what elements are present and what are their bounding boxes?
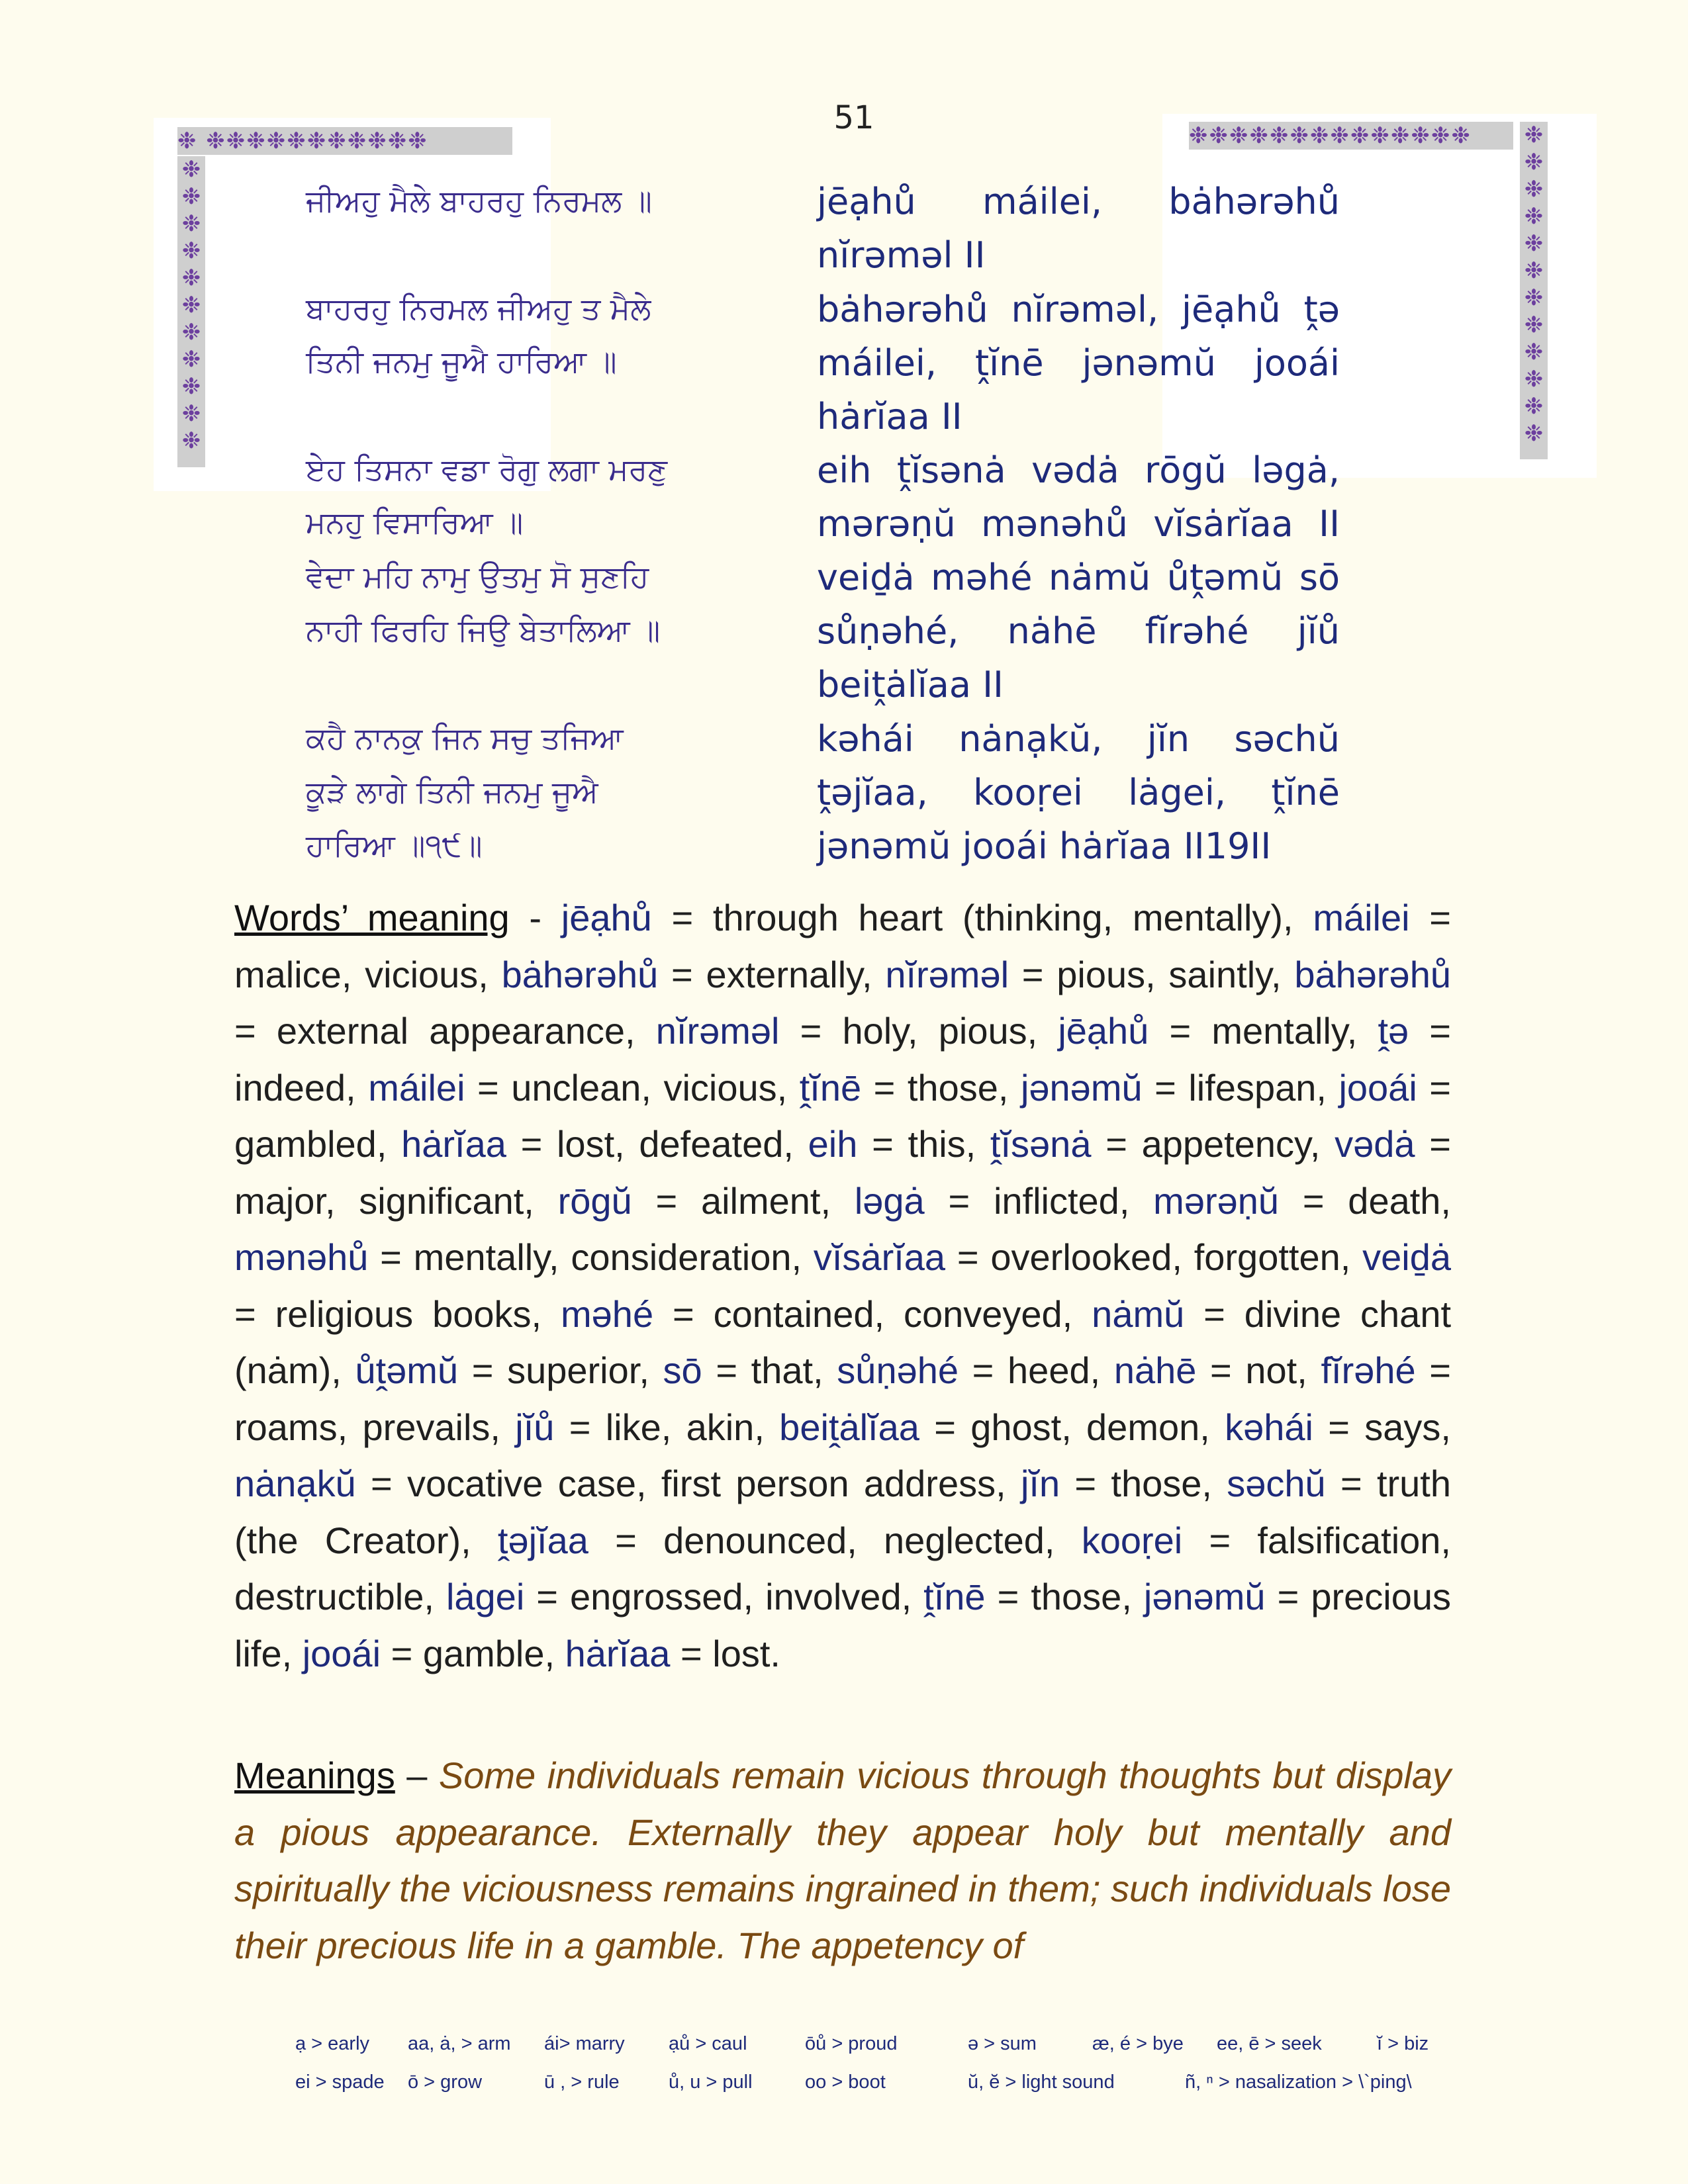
key-item: ee, ē > seek <box>1217 2033 1322 2054</box>
star-icon: ❉ <box>181 210 201 237</box>
glossary-term: mənəhů <box>234 1236 369 1278</box>
gurmukhi-line: ਹਾਰਿਆ ॥੧੯॥ <box>306 827 483 863</box>
meanings-paragraph <box>234 1747 1451 1974</box>
key-item: ĭ > biz <box>1377 2033 1429 2054</box>
glossary-term: veiḏȧ <box>1362 1236 1451 1278</box>
key-item: ō > grow <box>408 2071 483 2093</box>
key-item: ū , > rule <box>544 2071 620 2093</box>
star-icon: ❉ <box>1524 230 1544 257</box>
glossary-definition: = roams, prevails, <box>234 1349 1452 1448</box>
glossary-term: jĭn <box>1020 1463 1060 1504</box>
glossary-definition: = truth (the Creator), <box>234 1463 1452 1561</box>
page-number: 51 <box>833 99 874 136</box>
glossary-definition: = mentally, consideration, <box>368 1236 814 1278</box>
key-item: ōů > proud <box>805 2033 898 2054</box>
star-icon: ❉ <box>181 346 201 373</box>
glossary-term: beiṱȧlĭaa <box>779 1406 919 1448</box>
glossary-term: ṱəjĭaa <box>497 1519 588 1561</box>
glossary-definition: = those, <box>985 1576 1144 1617</box>
star-icon: ❉ <box>181 238 201 264</box>
star-icon: ❉ <box>1524 257 1544 284</box>
glossary-definition: = that, <box>702 1349 837 1391</box>
glossary-definition: = appetency, <box>1091 1123 1335 1165</box>
glossary-term: ṱĭnē <box>923 1576 986 1617</box>
glossary-definition: = religious books, <box>234 1293 561 1335</box>
key-item: ů, u > pull <box>669 2071 753 2093</box>
glossary-definition: = pious, saintly, <box>1009 953 1295 995</box>
glossary-term: jənəmŭ <box>1143 1576 1266 1617</box>
glossary-definition: = those, <box>861 1066 1021 1109</box>
gurmukhi-line: ਜੀਅਹੁ ਮੈਲੇ ਬਾਹਰਹੁ ਨਿਰਮਲ ॥ <box>306 183 652 218</box>
key-item: ạů > caul <box>669 2033 747 2054</box>
star-strip-top-right: ❉❉❉❉❉❉❉❉❉❉❉❉❉❉ <box>1189 122 1513 150</box>
star-icon: ❉ <box>181 428 201 454</box>
transliteration: jēạhů máilei, bȧhərəhů nĭrəməl II <box>817 181 1340 276</box>
glossary-definition: = ailment, <box>632 1179 855 1222</box>
star-icon: ❉ <box>1524 285 1544 311</box>
glossary-definition: = contained, conveyed, <box>653 1293 1092 1335</box>
glossary-definition: = this, <box>857 1123 990 1165</box>
transliteration: eih ṱĭsənȧ vədȧ rōgŭ ləgȧ, mərəṇŭ mənəhů vĭsȧrĭaa II veiḏȧ məhé nȧmŭ ůṱəmŭ sō sůṇəhé, nȧhē fĭrəhé jĭů beiṱȧlĭaa II <box>817 449 1340 705</box>
glossary-term: sō <box>663 1349 702 1391</box>
gurmukhi-line: ਬਾਹਰਹੁ ਨਿਰਮਲ ਜੀਅਹੁ ਤ ਮੈਲੇ <box>306 291 651 326</box>
glossary-term: kooṛei <box>1081 1519 1183 1561</box>
star-icon: ❉ <box>1524 420 1544 447</box>
glossary-definition: = those, <box>1060 1463 1227 1504</box>
gurmukhi-line: ਕਹੈ ਨਾਨਕੁ ਜਿਨ ਸਚੁ ਤਜਿਆ <box>306 720 624 756</box>
star-strip-top-left: ❉ ❉❉❉❉❉❉❉❉❉❉❉ <box>177 127 512 155</box>
star-icon: ❉ <box>1524 339 1544 365</box>
glossary-term: məhé <box>561 1293 654 1335</box>
star-icon: ❉ <box>1524 203 1544 230</box>
glossary-term: ṱĭsənȧ <box>990 1123 1092 1165</box>
glossary-term: fĭrəhé <box>1321 1349 1416 1391</box>
glossary-term: jənəmŭ <box>1020 1066 1143 1109</box>
glossary-term: bȧhərəhů <box>501 953 659 995</box>
gurmukhi-line: ਨਾਹੀ ਫਿਰਹਿ ਜਿਉ ਬੇਤਾਲਿਆ ॥ <box>306 612 661 648</box>
star-icon: ❉ <box>1524 122 1544 148</box>
star-icon: ❉ <box>181 400 201 427</box>
glossary-definition: = precious life, <box>234 1576 1451 1674</box>
key-item: ñ, ⁿ > nasalization > \`ping\ <box>1185 2071 1412 2093</box>
glossary-term: jēạhů <box>561 897 652 938</box>
glossary-definition: = gamble, <box>381 1632 565 1674</box>
glossary-term: nȧnạkŭ <box>234 1463 356 1504</box>
glossary-term: mərəṇŭ <box>1153 1179 1280 1222</box>
gurmukhi-line: ਕੂੜੇ ਲਾਗੇ ਤਿਨੀ ਜਨਮੁ ਜੂਐ <box>306 774 598 809</box>
glossary-definition: = mentally, <box>1149 1010 1378 1052</box>
key-item: ei > spade <box>295 2071 385 2093</box>
glossary-definition: = through heart (thinking, mentally), <box>651 897 1313 938</box>
glossary-definition: = holy, pious, <box>779 1010 1058 1052</box>
glossary-term: vədȧ <box>1335 1123 1415 1165</box>
gurmukhi-line: ਵੇਦਾ ਮਹਿ ਨਾਮੁ ਉਤਮੁ ਸੋ ਸੁਣਹਿ <box>306 559 649 594</box>
glossary-term: eih <box>808 1123 858 1165</box>
glossary-term: səchŭ <box>1227 1463 1326 1504</box>
glossary-definition: = externally, <box>658 953 886 995</box>
star-icon: ❉ <box>181 319 201 345</box>
star-icon: ❉ <box>1524 393 1544 420</box>
key-item: ái> marry <box>544 2033 625 2054</box>
meanings-text: Some individuals remain vicious through thoughts but display a pious appearance. Externally they appear holy but mentally and spiritually the viciousness remains ingrained in them; such individuals lose their precious life in a gamble. The appetency of <box>234 1754 1451 1966</box>
glossary-term: kəhái <box>1225 1406 1313 1448</box>
glossary-definition: = like, akin, <box>554 1406 780 1448</box>
glossary-term: jooái <box>1338 1066 1417 1109</box>
transliteration: kəhái nȧnạkŭ, jĭn səchŭ ṱəjĭaa, kooṛei lȧgei, ṱĭnē jənəmŭ jooái hȧrĭaa II19II <box>817 718 1340 867</box>
glossary-definition: = lifespan, <box>1142 1066 1339 1109</box>
glossary-definition: = external appearance, <box>234 1010 656 1052</box>
words-meaning-body <box>234 897 1451 1674</box>
glossary-definition: = lost, defeated, <box>506 1123 808 1165</box>
glossary-definition: = vocative case, first person address, <box>355 1463 1021 1504</box>
glossary-term: ləgȧ <box>854 1179 925 1222</box>
glossary-definition: = superior, <box>458 1349 663 1391</box>
glossary-term: ůṱəmŭ <box>355 1349 459 1391</box>
key-item: ạ > early <box>295 2033 370 2054</box>
glossary-term: hȧrĭaa <box>565 1632 671 1674</box>
glossary-term: nĭrəməl <box>885 953 1009 995</box>
key-item: ŭ, ĕ > light sound <box>968 2071 1115 2093</box>
glossary-definition: = falsification, destructible, <box>234 1519 1451 1617</box>
glossary-definition: = indeed, <box>234 1010 1451 1109</box>
glossary-definition: = death, <box>1279 1179 1451 1222</box>
glossary-term: jēạhů <box>1058 1010 1149 1052</box>
star-icon: ❉ <box>1524 149 1544 175</box>
star-icon: ❉ <box>181 156 201 183</box>
glossary-term: rōgŭ <box>557 1179 632 1222</box>
glossary-definition: = overlooked, forgotten, <box>945 1236 1363 1278</box>
glossary-term: máilei <box>1313 897 1410 938</box>
glossary-term: ṱĭnē <box>799 1066 862 1109</box>
glossary-term: nĭrəməl <box>655 1010 780 1052</box>
words-meaning-paragraph <box>234 889 1451 1682</box>
gurmukhi-line: ਏਹ ਤਿਸਨਾ ਵਡਾ ਰੋਗੁ ਲਗਾ ਮਰਣੁ <box>306 451 668 487</box>
key-item: æ, é > bye <box>1092 2033 1184 2054</box>
glossary-definition: = heed, <box>959 1349 1114 1391</box>
key-item: aa, ȧ, > arm <box>408 2033 511 2054</box>
star-column-left <box>177 156 205 467</box>
words-meaning-label: Words’ meaning <box>234 897 510 938</box>
star-icon: ❉ <box>181 292 201 318</box>
star-icon: ❉ <box>181 373 201 400</box>
glossary-definition: = says, <box>1313 1406 1451 1448</box>
gurmukhi-line: ਤਿਨੀ ਜਨਮੁ ਜੂਐ ਹਾਰਿਆ ॥ <box>306 343 617 379</box>
glossary-term: nȧmŭ <box>1092 1293 1185 1335</box>
gurmukhi-line: ਮਨਹੁ ਵਿਸਾਰਿਆ ॥ <box>306 504 524 540</box>
glossary-term: máilei <box>368 1066 465 1109</box>
glossary-definition: = major, significant, <box>234 1123 1451 1222</box>
glossary-term: hȧrĭaa <box>401 1123 506 1165</box>
glossary-term: jooái <box>302 1632 381 1674</box>
glossary-definition: = engrossed, involved, <box>524 1576 924 1617</box>
glossary-definition: = gambled, <box>234 1066 1451 1165</box>
glossary-term: vĭsȧrĭaa <box>813 1236 946 1278</box>
glossary-definition: = ghost, demon, <box>919 1406 1225 1448</box>
glossary-definition: = denounced, neglected, <box>588 1519 1082 1561</box>
star-icon: ❉ <box>1524 176 1544 203</box>
meanings-label: Meanings <box>234 1754 395 1796</box>
meanings-dash: – <box>395 1754 439 1796</box>
glossary-term: jĭů <box>515 1406 555 1448</box>
glossary-term: lȧgei <box>445 1576 525 1617</box>
key-item: oo > boot <box>805 2071 886 2093</box>
glossary-definition: = malice, vicious, <box>234 897 1451 995</box>
star-icon: ❉ <box>1524 366 1544 392</box>
glossary-definition: = not, <box>1196 1349 1321 1391</box>
star-icon: ❉ <box>1524 312 1544 338</box>
glossary-definition: - <box>509 897 561 938</box>
key-item: ə > sum <box>968 2033 1037 2054</box>
star-column-right <box>1520 122 1548 459</box>
glossary-definition: = lost. <box>670 1632 780 1674</box>
glossary-term: sůṇəhé <box>837 1349 959 1391</box>
star-icon: ❉ <box>181 265 201 291</box>
transliteration: bȧhərəhů nĭrəməl, jēạhů ṱə máilei, ṱĭnē jənəmŭ jooái hȧrĭaa II <box>817 289 1340 437</box>
glossary-term: ṱə <box>1378 1010 1409 1052</box>
star-icon: ❉ <box>181 183 201 210</box>
glossary-definition: = unclean, vicious, <box>465 1066 800 1109</box>
glossary-term: nȧhē <box>1113 1349 1197 1391</box>
glossary-definition: = divine chant (nȧm), <box>234 1293 1452 1391</box>
glossary-definition: = inflicted, <box>924 1179 1154 1222</box>
glossary-term: bȧhərəhů <box>1294 953 1451 995</box>
